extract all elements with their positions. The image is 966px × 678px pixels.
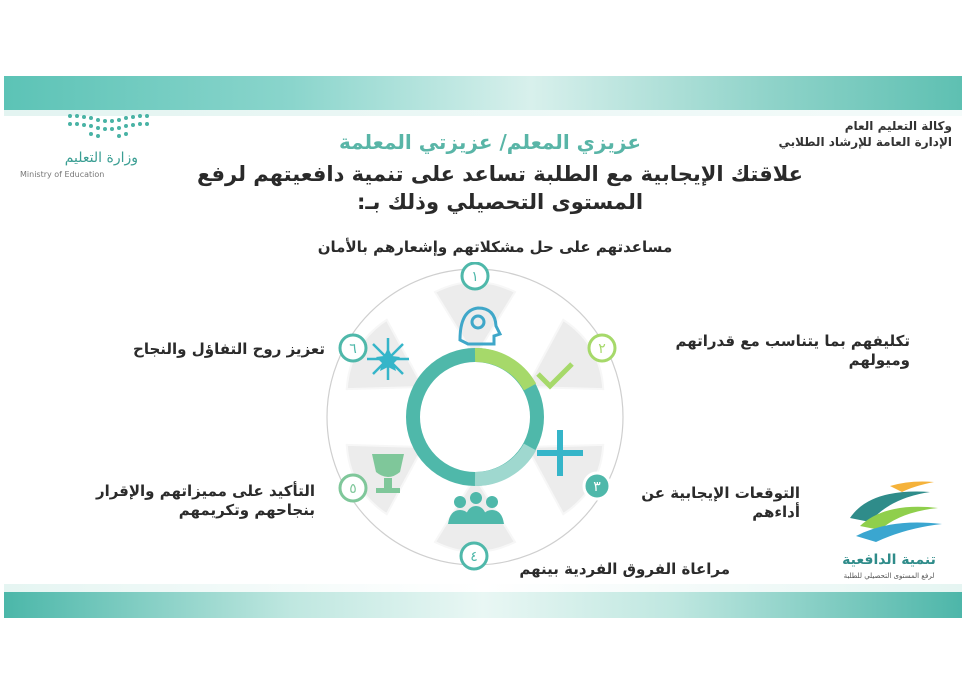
badge-4-number: ٤ [470,549,478,565]
petal-1 [435,282,515,357]
ministry-logo [18,112,138,187]
badge-1 [462,263,488,289]
badge-5-number: ٥ [349,481,357,497]
brand-swirl-icon [830,478,948,548]
badge-6 [340,335,366,361]
ministry-dots-icon [66,112,156,138]
ministry-name-ar: وزارة التعليم [64,150,138,166]
badge-4 [461,543,487,569]
greeting-title: عزيزي المعلم/ عزيزتي المعلمة [338,130,642,154]
headline-line-2: المستوى التحصيلي وذلك بـ: [356,190,644,214]
item-2-text: تكليفهم بما يتناسب مع قدراتهم وميولهم [675,332,910,369]
cycle-diagram [320,262,630,572]
badge-1-number: ١ [471,269,479,285]
agency-line-1: وكالة التعليم العام [844,119,952,133]
bottom-banner [4,592,962,618]
item-6-text: تعزيز روح التفاؤل والنجاح [133,340,325,358]
headline [150,160,850,216]
headline-line-1: علاقتك الإيجابية مع الطلبة تساعد على تنمية دافعيتهم لرفع [196,162,804,186]
item-5-text: التأكيد على مميزاتهم والإقرار بنجاحهم وتكريمهم [95,482,315,519]
badge-6-number: ٦ [349,341,357,357]
badge-2 [589,335,615,361]
brand-name: تنمية الدافعية [842,552,936,568]
ministry-name-en: Ministry of Education [20,170,105,179]
item-1-text: مساعدتهم على حل مشكلاتهم وإشعارهم بالأمان [317,238,673,256]
star-burst-icon [367,338,409,380]
badge-3-number: ٣ [593,479,601,495]
agency-line-2: الإدارة العامة للإرشاد الطلابي [778,135,952,149]
badge-3 [584,473,610,499]
inner-ring-accent [475,355,530,387]
brand-tagline: لرفع المستوى التحصيلي للطلبة [843,572,935,580]
badge-5 [340,475,366,501]
brand-logo [830,478,948,583]
item-3-text: التوقعات الإيجابية عن أداءهم [641,484,800,521]
inner-ring-accent-2 [475,447,530,479]
badge-2-number: ٢ [598,341,606,357]
top-banner [4,76,962,110]
agency-header [778,118,952,150]
item-4-text: مراعاة الفروق الفردية بينهم [519,560,730,578]
